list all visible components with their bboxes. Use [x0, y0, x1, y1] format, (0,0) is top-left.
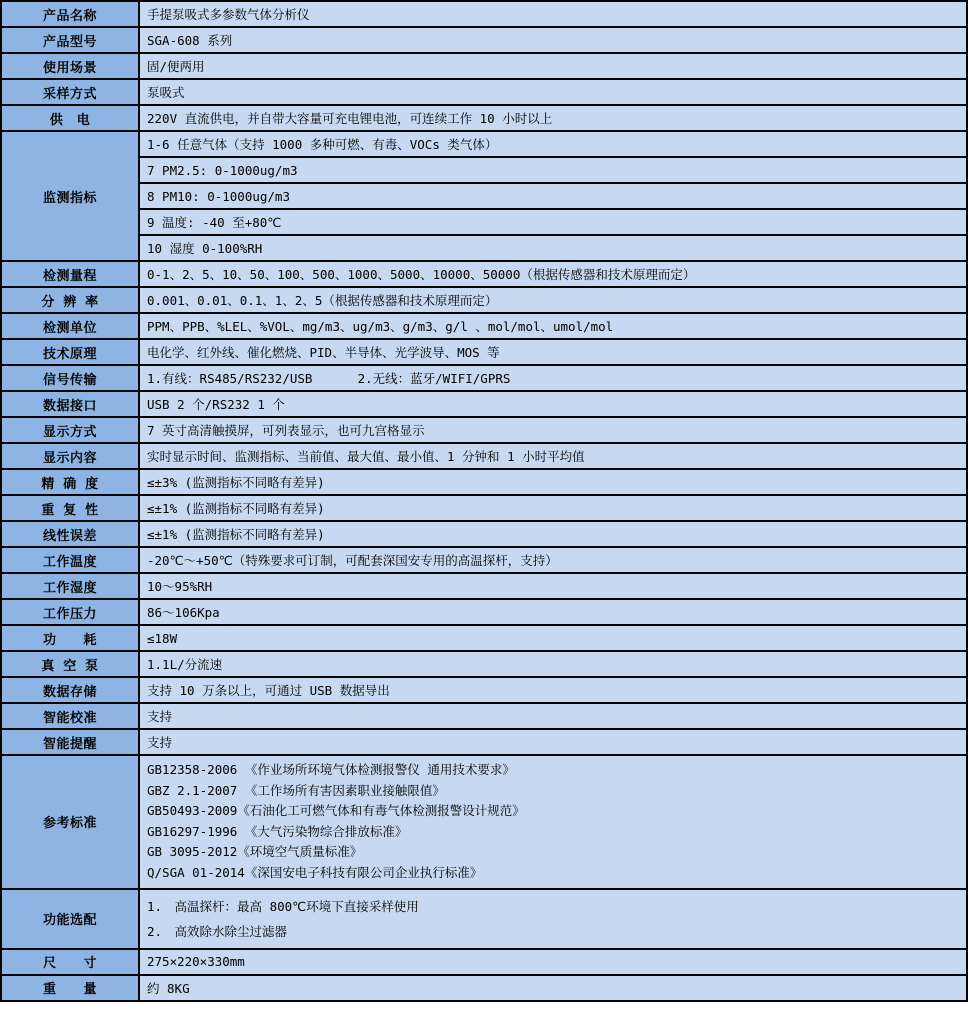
row-label: 功能选配	[1, 889, 139, 949]
row-label: 真 空 泵	[1, 651, 139, 677]
spec-subrow	[1, 235, 967, 261]
row-label: 数据接口	[1, 391, 139, 417]
row-label: 技术原理	[1, 339, 139, 365]
row-value	[139, 755, 967, 889]
row-label: 数据存储	[1, 677, 139, 703]
row-value: 0-1、2、5、10、50、100、500、1000、5000、10000、50000（根据传感器和技术原理而定）	[139, 261, 967, 287]
spec-row	[1, 53, 967, 79]
row-value: 0.001、0.01、0.1、1、2、5（根据传感器和技术原理而定）	[139, 287, 967, 313]
row-value: 1-6 任意气体（支持 1000 多种可燃、有毒、VOCs 类气体）	[139, 131, 967, 157]
spec-row	[1, 287, 967, 313]
spec-row	[1, 391, 967, 417]
value-line: GB12358-2006 《作业场所环境气体检测报警仪 通用技术要求》	[147, 762, 515, 777]
row-value: 实时显示时间、监测指标、当前值、最大值、最小值、1 分钟和 1 小时平均值	[139, 443, 967, 469]
row-value: 1.1L/分流速	[139, 651, 967, 677]
row-value: 86～106Kpa	[139, 599, 967, 625]
row-value: 支持	[139, 729, 967, 755]
row-label: 产品名称	[1, 1, 139, 27]
spec-row	[1, 949, 967, 975]
row-label: 工作湿度	[1, 573, 139, 599]
row-label: 工作压力	[1, 599, 139, 625]
spec-row	[1, 651, 967, 677]
spec-table-body	[1, 1, 967, 1001]
spec-row	[1, 105, 967, 131]
row-label: 重 复 性	[1, 495, 139, 521]
row-value: 9 温度: -40 至+80℃	[139, 209, 967, 235]
spec-subrow	[1, 131, 967, 157]
spec-row	[1, 339, 967, 365]
row-label: 智能提醒	[1, 729, 139, 755]
row-value: 电化学、红外线、催化燃烧、PID、半导体、光学波导、MOS 等	[139, 339, 967, 365]
spec-subrow	[1, 157, 967, 183]
spec-row	[1, 755, 967, 889]
row-label: 显示方式	[1, 417, 139, 443]
row-value: 7 PM2.5: 0-1000ug/m3	[139, 157, 967, 183]
spec-row	[1, 495, 967, 521]
row-value: 275×220×330mm	[139, 949, 967, 975]
row-label: 分 辨 率	[1, 287, 139, 313]
spec-row	[1, 703, 967, 729]
row-value: PPM、PPB、%LEL、%VOL、mg/m3、ug/m3、g/m3、g/l 、mol/mol、umol/mol	[139, 313, 967, 339]
row-label: 使用场景	[1, 53, 139, 79]
row-label: 线性误差	[1, 521, 139, 547]
row-label: 尺 寸	[1, 949, 139, 975]
row-label: 工作温度	[1, 547, 139, 573]
row-value: 手提泵吸式多参数气体分析仪	[139, 1, 967, 27]
value-line: GB 3095-2012《环境空气质量标准》	[147, 844, 363, 860]
value-line: 2. 高效除水除尘过滤器	[147, 923, 288, 939]
spec-row	[1, 417, 967, 443]
row-value: ≤18W	[139, 625, 967, 651]
spec-row	[1, 27, 967, 53]
row-label: 产品型号	[1, 27, 139, 53]
row-value: 约 8KG	[139, 975, 967, 1001]
spec-row	[1, 729, 967, 755]
spec-row	[1, 677, 967, 703]
row-value: -20℃～+50℃（特殊要求可订制，可配套深国安专用的高温探杆，支持）	[139, 547, 967, 573]
value-line: GB50493-2009《石油化工可燃气体和有毒气体检测报警设计规范》	[147, 803, 525, 819]
row-label: 供 电	[1, 105, 139, 131]
spec-row	[1, 469, 967, 495]
row-label: 智能校准	[1, 703, 139, 729]
spec-subrow	[1, 183, 967, 209]
row-label: 重 量	[1, 975, 139, 1001]
row-value: 220V 直流供电，并自带大容量可充电锂电池，可连续工作 10 小时以上	[139, 105, 967, 131]
spec-row	[1, 443, 967, 469]
spec-row	[1, 573, 967, 599]
row-value: 10～95%RH	[139, 573, 967, 599]
spec-row	[1, 889, 967, 949]
row-label: 功 耗	[1, 625, 139, 651]
row-value: ≤±3% (监测指标不同略有差异)	[139, 469, 967, 495]
row-value	[139, 889, 967, 949]
value-line: GBZ 2.1-2007 《工作场所有害因素职业接触限值》	[147, 782, 445, 798]
row-label: 精 确 度	[1, 469, 139, 495]
row-value: 泵吸式	[139, 79, 967, 105]
row-label: 采样方式	[1, 79, 139, 105]
spec-row	[1, 599, 967, 625]
row-value: 7 英寸高清触摸屏，可列表显示，也可九宫格显示	[139, 417, 967, 443]
value-line: Q/SGA 01-2014《深国安电子科技有限公司企业执行标准》	[147, 864, 483, 880]
row-value: 固/便两用	[139, 53, 967, 79]
spec-row	[1, 365, 967, 391]
row-label: 检测单位	[1, 313, 139, 339]
row-value: ≤±1% (监测指标不同略有差异)	[139, 521, 967, 547]
row-value: 支持	[139, 703, 967, 729]
spec-row	[1, 261, 967, 287]
row-value: SGA-608 系列	[139, 27, 967, 53]
row-label: 参考标准	[1, 755, 139, 889]
row-label: 检测量程	[1, 261, 139, 287]
row-label: 监测指标	[1, 131, 139, 261]
spec-row	[1, 625, 967, 651]
spec-row	[1, 975, 967, 1001]
row-value: USB 2 个/RS232 1 个	[139, 391, 967, 417]
spec-row	[1, 313, 967, 339]
row-value: ≤±1% (监测指标不同略有差异)	[139, 495, 967, 521]
value-line: 1. 高温探杆：最高 800℃环境下直接采样使用	[147, 898, 419, 914]
row-value: 支持 10 万条以上，可通过 USB 数据导出	[139, 677, 967, 703]
row-value: 8 PM10: 0-1000ug/m3	[139, 183, 967, 209]
spec-row	[1, 79, 967, 105]
row-value: 10 湿度 0-100%RH	[139, 235, 967, 261]
value-line: GB16297-1996 《大气污染物综合排放标准》	[147, 823, 408, 839]
row-label: 信号传输	[1, 365, 139, 391]
spec-subrow	[1, 209, 967, 235]
row-label: 显示内容	[1, 443, 139, 469]
spec-row	[1, 547, 967, 573]
spec-row	[1, 521, 967, 547]
spec-row	[1, 1, 967, 27]
row-value: 1.有线：RS485/RS232/USB 2.无线：蓝牙/WIFI/GPRS	[139, 365, 967, 391]
